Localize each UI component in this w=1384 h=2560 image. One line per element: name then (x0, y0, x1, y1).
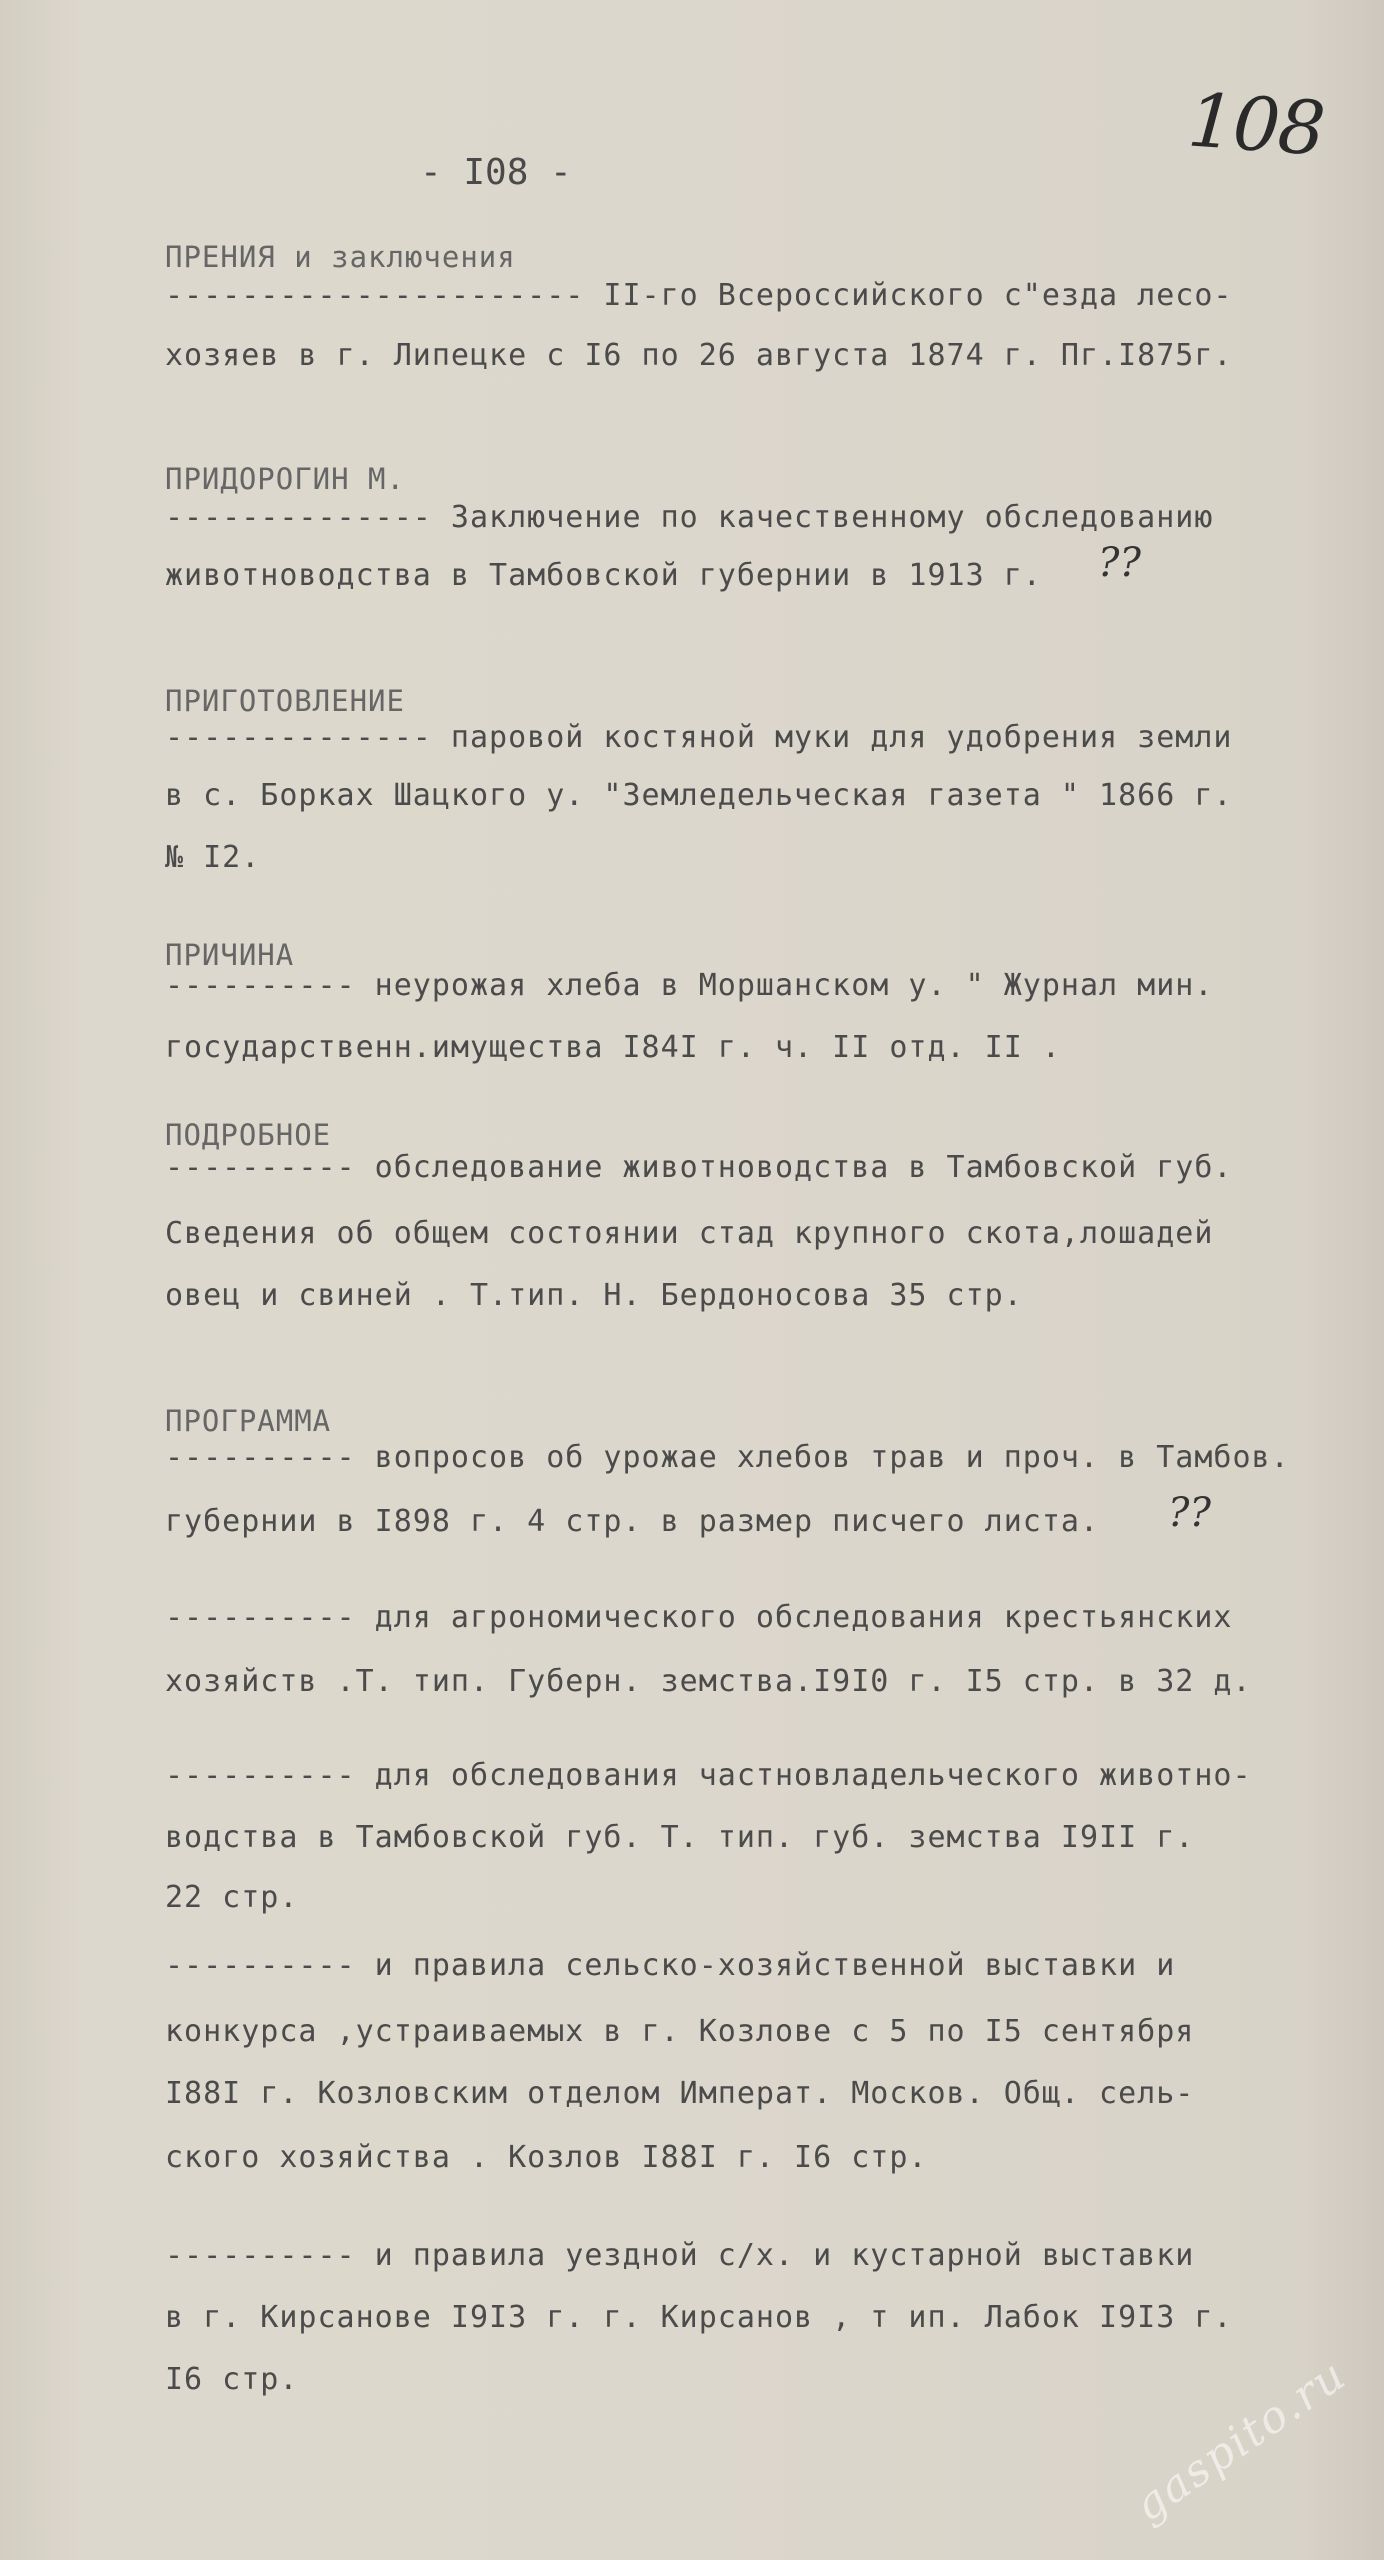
entry-line: ---------------------- II-го Всероссийского с"езда лесо- (165, 278, 1233, 313)
entry-line: ---------- и правила уездной с/х. и кустарной выставки (165, 2238, 1195, 2273)
entry-line: I6 стр. (165, 2362, 299, 2397)
entry-line: хозяйств .Т. тип. Губерн. земства.I9I0 г. I5 стр. в 32 д. (165, 1664, 1252, 1699)
entry-heading: ПОДРОБНОЕ (165, 1118, 332, 1152)
entry-line: животноводства в Тамбовской губернии в 1913 г. (165, 558, 1042, 593)
handwritten-query-mark: ?? (1098, 540, 1141, 586)
entry-line: ского хозяйства . Козлов I88I г. I6 стр. (165, 2140, 928, 2175)
entry-line: ---------- для обследования частновладельческого животно- (165, 1758, 1252, 1793)
watermark: gaspito.ru (1125, 2348, 1356, 2532)
entry-heading: ПРИГОТОВЛЕНИЕ (165, 684, 405, 718)
entry-heading: ПРЕНИЯ и заключения (165, 240, 516, 274)
entry-line: в с. Борках Шацкого у. "Земледельческая газета " 1866 г. (165, 778, 1233, 813)
entry-line: I88I г. Козловским отделом Императ. Москов. Общ. сель- (165, 2076, 1195, 2111)
entry-line: Сведения об общем состоянии стад крупного скота,лошадей (165, 1216, 1214, 1251)
entry-line: -------------- паровой костяной муки для удобрения земли (165, 720, 1233, 755)
handwritten-query-mark: ?? (1168, 1490, 1211, 1536)
entry-line: ---------- для агрономического обследования крестьянских (165, 1600, 1233, 1635)
entry-line: конкурса ,устраиваемых в г. Козлове с 5 по I5 сентября (165, 2014, 1195, 2049)
entry-line: 22 стр. (165, 1880, 299, 1915)
handwritten-page-number: 108 (1185, 77, 1327, 173)
entry-line: в г. Кирсанове I9I3 г. г. Кирсанов , т ип. Лабок I9I3 г. (165, 2300, 1233, 2335)
entry-line: овец и свиней . Т.тип. Н. Бердоносова 35 стр. (165, 1278, 1023, 1313)
entry-line: ---------- неурожая хлеба в Моршанском у. " Журнал мин. (165, 968, 1214, 1003)
entry-line: водства в Тамбовской губ. Т. тип. губ. земства I9II г. (165, 1820, 1195, 1855)
entry-line: -------------- Заключение по качественному обследованию (165, 500, 1214, 535)
entry-line: ---------- вопросов об урожае хлебов трав и проч. в Тамбов. (165, 1440, 1290, 1475)
entry-heading: ПРИЧИНА (165, 938, 295, 972)
entry-line: ---------- и правила сельско-хозяйственной выставки и (165, 1948, 1176, 1983)
entry-line: № I2. (165, 840, 261, 875)
typed-page-number: - I08 - (420, 152, 572, 193)
entry-line: хозяев в г. Липецке с I6 по 26 августа 1874 г. Пг.I875г. (165, 338, 1233, 373)
entry-line: государственн.имущества I84I г. ч. II отд. II . (165, 1030, 1061, 1065)
entry-line: ---------- обследование животноводства в Тамбовской губ. (165, 1150, 1233, 1185)
entry-heading: ПРИДОРОГИН М. (165, 462, 405, 496)
entry-heading: ПРОГРАММА (165, 1404, 332, 1438)
entry-line: губернии в I898 г. 4 стр. в размер писчего листа. (165, 1504, 1100, 1539)
